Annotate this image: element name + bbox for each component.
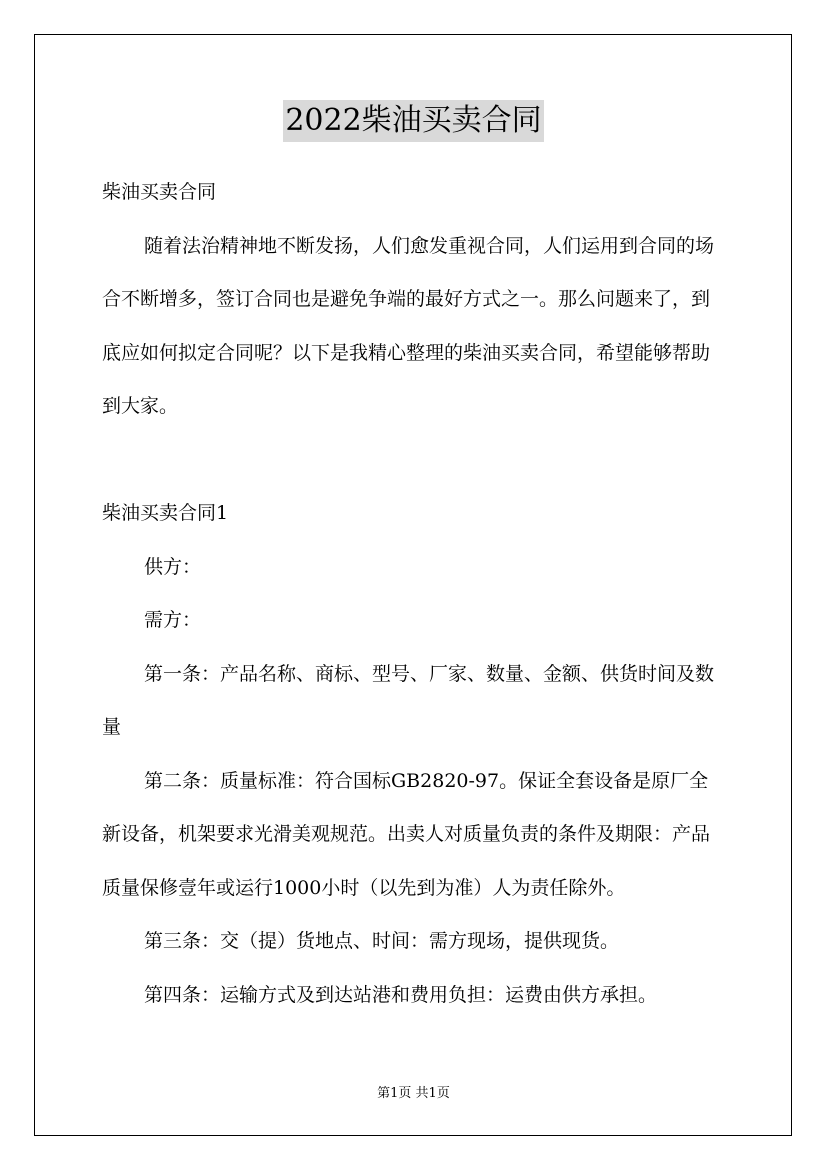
article-3: 第三条：交（提）货地点、时间：需方现场，提供现货。 [144,930,620,952]
article-2: 第二条：质量标准：符合国标GB2820-97。保证全套设备是原厂全新设备，机架要求光滑美观规范。出卖人对质量负责的条件及期限：产品质量保修壹年或运行1000小时（以先到为准）人为责任除外。 [102,769,711,899]
intro-paragraph: 随着法治精神地不断发扬，人们愈发重视合同，人们运用到合同的场合不断增多，签订合同也是避免争端的最好方式之一。那么问题来了，到底应如何拟定合同呢？以下是我精心整理的柴油买卖合同，希望能够帮助到大家。 [102,234,715,417]
supplier-line: 供方： [144,555,202,578]
page-footer: 第1页 共1页 [377,1086,450,1101]
title-wrap [0,100,827,142]
article-1: 第一条：产品名称、商标、型号、厂家、数量、金额、供货时间及数量 [102,662,715,738]
section-heading: 柴油买卖合同 [102,181,217,203]
blank-line [102,434,726,488]
contract-heading: 柴油买卖合同1 [102,502,229,524]
document-body [102,166,726,1022]
article-4: 第四条：运输方式及到达站港和费用负担：运费由供方承担。 [144,983,658,1006]
buyer-line: 需方： [144,609,202,631]
document-title: 2022柴油买卖合同 [283,100,543,142]
